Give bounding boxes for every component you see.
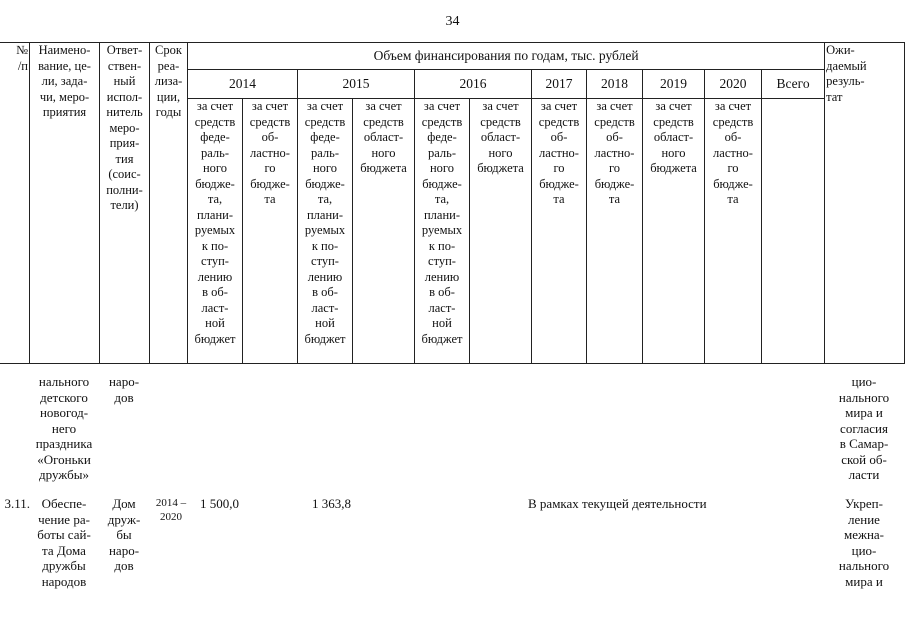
header-term: Срок реа- лиза- ции, годы — [150, 43, 188, 364]
year-2014: 2014 — [188, 70, 298, 99]
sub-2018-regional: за счет средств об- ластно- го бюдже- та — [587, 99, 643, 364]
sub-2016-regional: за счет средств област- ного бюджета — [470, 99, 532, 364]
year-total: Всего — [762, 70, 825, 99]
row-term: 2014 – 2020 — [155, 497, 187, 523]
header-executor: Ответ- ствен- ный испол- нитель меро- прия- тия (соис- полни- тели) — [100, 43, 150, 364]
sub-2017-regional: за счет средств об- ластно- го бюдже- та — [532, 99, 587, 364]
row-amount-2014: 1 500,0 — [200, 496, 239, 511]
header-number: № /п — [0, 43, 30, 364]
sub-2020-regional: за счет средств об- ластно- го бюдже- та — [705, 99, 762, 364]
continuation-executor: наро- дов — [108, 374, 140, 405]
year-2020: 2020 — [705, 70, 762, 99]
sub-2015-federal: за счет средств феде- раль- ного бюдже- та, плани- руемых к по- ступ- лению в об- ласт- ной бюджет — [298, 99, 353, 364]
continuation-expected: цио- нального мира и согласия в Самар- ской об- ласти — [838, 374, 890, 482]
page-number: 34 — [445, 14, 460, 29]
year-2017: 2017 — [532, 70, 587, 99]
row-note: В рамках текущей деятельности — [528, 496, 707, 511]
sub-2014-regional: за счет средств об- ластно- го бюдже- та — [243, 99, 298, 364]
sub-2019-regional: за счет средств област- ного бюджета — [643, 99, 705, 364]
sub-2014-federal: за счет средств феде- раль- ного бюдже- та, плани- руемых к по- ступ- лению в об- ласт- ной бюджет — [188, 99, 243, 364]
row-number: 3.11. — [4, 496, 30, 511]
header-expected: Ожи- даемый резуль- тат — [825, 43, 905, 364]
year-2019: 2019 — [643, 70, 705, 99]
year-2018: 2018 — [587, 70, 643, 99]
header-financing: Объем финансирования по годам, тыс. рублей — [188, 43, 825, 70]
header-name: Наимено- вание, це- ли, зада- чи, меро- приятия — [30, 43, 100, 364]
sub-total — [762, 99, 825, 364]
sub-2016-federal: за счет средств феде- раль- ного бюдже- та, плани- руемых к по- ступ- лению в об- ласт- ной бюджет — [415, 99, 470, 364]
sub-2015-regional: за счет средств област- ного бюджета — [353, 99, 415, 364]
row-name: Обеспе- чение ра- боты сай- та Дома дружбы народов — [37, 496, 91, 589]
year-2016: 2016 — [415, 70, 532, 99]
financing-table-header — [0, 42, 905, 364]
row-expected: Укреп- ление межна- цио- нального мира и — [838, 496, 890, 589]
year-2015: 2015 — [298, 70, 415, 99]
continuation-name: нального детского новогод- него праздника «Огоньки дружбы» — [35, 374, 93, 482]
row-executor: Дом друж- бы наро- дов — [107, 496, 141, 573]
row-amount-2015: 1 363,8 — [312, 496, 351, 511]
